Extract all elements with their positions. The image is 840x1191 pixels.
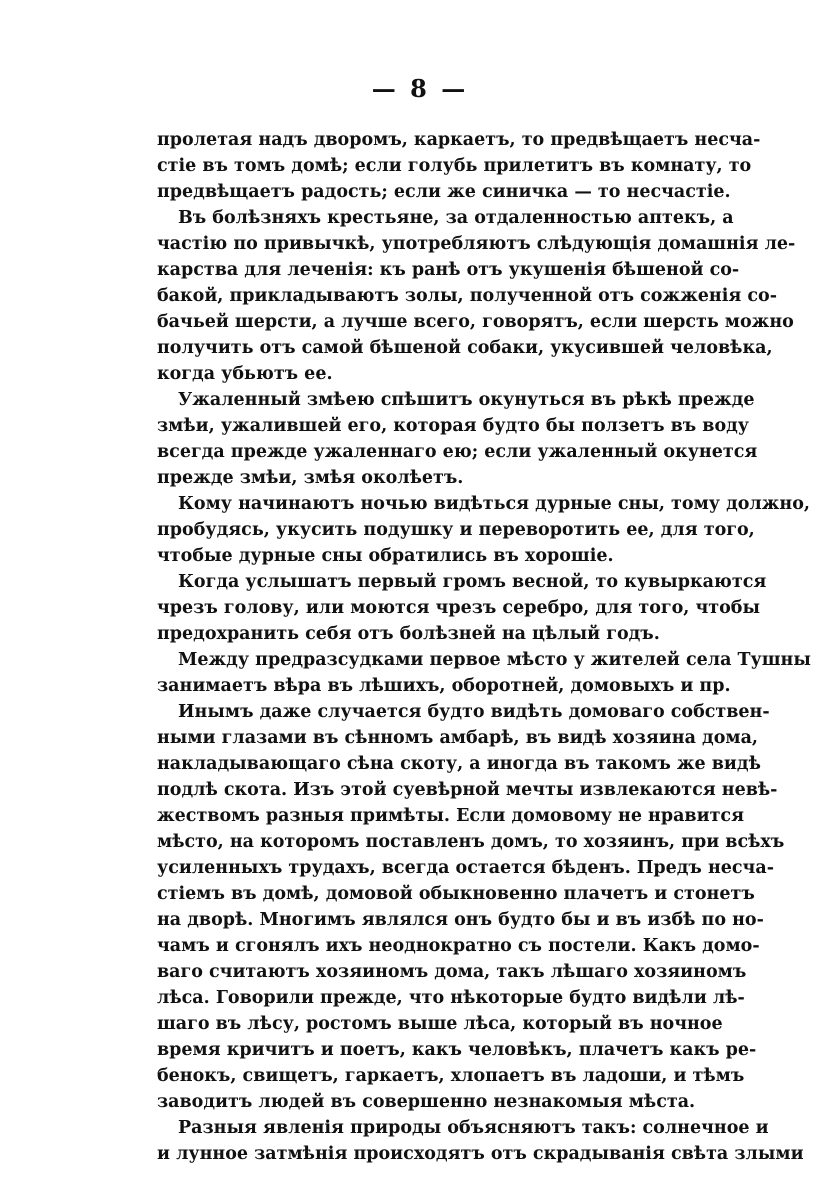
text-line: стіемъ въ домѣ, домовой обыкновенно плачетъ и стонетъ bbox=[157, 884, 755, 904]
text-line: карства для леченія: къ ранѣ отъ укушенія бѣшеной со- bbox=[157, 260, 740, 280]
text-line: и лунное затмѣнія происходятъ отъ скрадыванія свѣта злыми bbox=[157, 1144, 804, 1164]
text-line: Въ болѣзняхъ крестьяне, за отдаленностью аптекъ, а bbox=[178, 208, 734, 228]
page-number: — 8 — bbox=[371, 74, 469, 103]
text-line: бакой, прикладываютъ золы, полученной отъ сожженія со- bbox=[157, 286, 777, 306]
text-line: чамъ и сгонялъ ихъ неоднократно съ постели. Какъ домо- bbox=[157, 936, 760, 956]
text-line: жествомъ разныя примѣты. Если домовому не нравится bbox=[157, 806, 745, 826]
text-line: Инымъ даже случается будто видѣть домоваго собствен- bbox=[178, 702, 770, 722]
text-line: на дворѣ. Многимъ являлся онъ будто бы и въ избѣ по но- bbox=[157, 910, 764, 930]
text-line: получить отъ самой бѣшеной собаки, укусившей человѣка, bbox=[157, 338, 773, 358]
text-line: ваго считаютъ хозяиномъ дома, такъ лѣшаго хозяиномъ bbox=[157, 962, 747, 982]
text-line: Ужаленный змѣею спѣшитъ окунуться въ рѣкѣ прежде bbox=[178, 390, 755, 410]
text-line: Кому начинаютъ ночью видѣться дурные сны, тому должно, bbox=[178, 494, 810, 514]
text-line: когда убьютъ ее. bbox=[157, 364, 333, 384]
text-line: подлѣ скота. Изъ этой суевѣрной мечты извлекаются невѣ- bbox=[157, 780, 778, 800]
text-line: Между предразсудками первое мѣсто у жителей села Тушны bbox=[178, 650, 811, 670]
text-line: Разныя явленія природы объясняютъ такъ: солнечное и bbox=[178, 1118, 769, 1138]
text-line: змѣи, ужалившей его, которая будто бы ползетъ въ воду bbox=[157, 416, 749, 436]
text-line: пробудясь, укусить подушку и переворотить ее, для того, bbox=[157, 520, 755, 540]
text-line: заводитъ людей въ совершенно незнакомыя мѣста. bbox=[157, 1092, 696, 1112]
text-line: шаго въ лѣсу, ростомъ выше лѣса, который въ ночное bbox=[157, 1014, 723, 1034]
text-line: стіе въ томъ домѣ; если голубь прилетитъ въ комнату, то bbox=[157, 156, 752, 176]
text-line: накладывающаго сѣна скоту, а иногда въ такомъ же видѣ bbox=[157, 754, 761, 774]
text-line: время кричитъ и поетъ, какъ человѣкъ, плачетъ какъ ре- bbox=[157, 1040, 757, 1060]
text-line: предвѣщаетъ радость; если же синичка — то несчастіе. bbox=[157, 182, 731, 202]
text-line: чтобые дурные сны обратились въ хорошіе. bbox=[157, 546, 614, 566]
text-line: пролетая надъ дворомъ, каркаетъ, то предвѣщаетъ несча- bbox=[157, 130, 761, 150]
text-line: всегда прежде ужаленнаго ею; если ужаленный окунется bbox=[157, 442, 758, 462]
text-line: ными глазами въ сѣнномъ амбарѣ, въ видѣ хозяина дома, bbox=[157, 728, 758, 748]
text-line: частію по привычкѣ, употребляютъ слѣдующія домашнія ле- bbox=[157, 234, 796, 254]
text-line: мѣсто, на которомъ поставленъ домъ, то хозяинъ, при всѣхъ bbox=[157, 832, 785, 852]
text-line: прежде змѣи, змѣя околѣетъ. bbox=[157, 468, 464, 488]
text-line: занимаетъ вѣра въ лѣшихъ, оборотней, домовыхъ и пр. bbox=[157, 676, 731, 696]
text-line: чрезъ голову, или моются чрезъ серебро, для того, чтобы bbox=[157, 598, 760, 618]
text-line: лѣса. Говорили прежде, что нѣкоторые будто видѣли лѣ- bbox=[157, 988, 745, 1008]
text-line: бенокъ, свищетъ, гаркаетъ, хлопаетъ въ ладоши, и тѣмъ bbox=[157, 1066, 745, 1086]
text-line: Когда услышатъ первый громъ весной, то кувыркаются bbox=[178, 572, 767, 592]
text-line: усиленныхъ трудахъ, всегда остается бѣденъ. Предъ несча- bbox=[157, 858, 774, 878]
text-line: бачьей шерсти, а лучше всего, говорятъ, если шерсть можно bbox=[157, 312, 794, 332]
text-line: предохранить себя отъ болѣзней на цѣлый годъ. bbox=[157, 624, 660, 644]
